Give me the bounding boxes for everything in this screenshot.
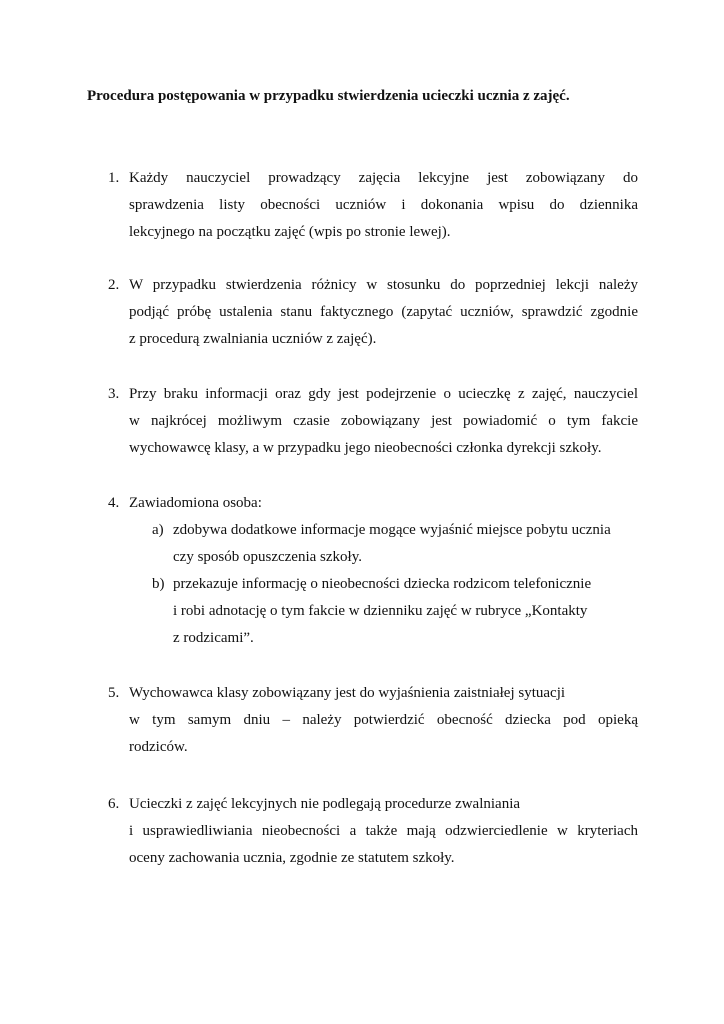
text-line: oceny zachowania ucznia, zgodnie ze statutem szkoły. (129, 850, 455, 866)
list-item-3 (108, 381, 638, 462)
list-item-text (129, 381, 638, 462)
text-line: w najkrócej możliwym czasie zobowiązany jest powiadomić o tym fakcie (129, 413, 638, 429)
text-line: czy sposób opuszczenia szkoły. (173, 549, 362, 565)
text-line: przekazuje informację o nieobecności dziecka rodzicom telefonicznie (173, 576, 592, 592)
text-line: Zawiadomiona osoba: (129, 495, 262, 511)
list-item-number: 3. (108, 386, 120, 402)
list-item-number: 4. (108, 495, 120, 511)
list-item-number: 1. (108, 170, 120, 186)
list-item-1 (108, 165, 638, 246)
text-line: z rodzicami”. (173, 630, 254, 646)
text-line: sprawdzenia listy obecności uczniów i dokonania wpisu do dziennika (129, 197, 638, 213)
sub-item-letter: b) (152, 576, 165, 592)
text-line: lekcyjnego na początku zajęć (wpis po stronie lewej). (129, 224, 451, 240)
text-line: Ucieczki z zajęć lekcyjnych nie podlegają procedurze zwalniania (129, 796, 521, 812)
text-line: i usprawiedliwiania nieobecności a także mają odzwierciedlenie w kryteriach (129, 823, 638, 839)
text-line: zdobywa dodatkowe informacje mogące wyjaśnić miejsce pobytu ucznia (173, 522, 611, 538)
sub-item-b (152, 571, 638, 652)
list-item-4 (108, 490, 638, 652)
text-line: rodziców. (129, 739, 188, 755)
list-item-5 (108, 680, 638, 761)
list-item-number: 6. (108, 796, 120, 812)
document-title: Procedura postępowania w przypadku stwierdzenia ucieczki ucznia z zajęć. (87, 88, 570, 104)
list-item-text (129, 791, 638, 872)
text-line: i robi adnotację o tym fakcie w dzienniku zajęć w rubryce „Kontakty (173, 603, 588, 619)
text-line: w tym samym dniu – należy potwierdzić obecność dziecka pod opieką (129, 712, 638, 728)
text-line: Każdy nauczyciel prowadzący zajęcia lekcyjne jest zobowiązany do (129, 170, 638, 186)
sub-item-letter: a) (152, 522, 164, 538)
list-item-6 (108, 791, 638, 872)
sub-item-text (173, 571, 638, 652)
list-item-number: 2. (108, 277, 120, 293)
list-item-text (129, 272, 638, 353)
text-line: wychowawcę klasy, a w przypadku jego nieobecności członka dyrekcji szkoły. (129, 440, 602, 456)
list-item-number: 5. (108, 685, 120, 701)
text-line: podjąć próbę ustalenia stanu faktycznego (zapytać uczniów, sprawdzić zgodnie (129, 304, 638, 320)
text-line: Przy braku informacji oraz gdy jest podejrzenie o ucieczkę z zajęć, nauczyciel (129, 386, 638, 402)
list-item-text (129, 680, 638, 761)
list-item-2 (108, 272, 638, 353)
sub-item-a (152, 517, 638, 571)
list-item-text (129, 490, 638, 652)
list-item-text (129, 165, 638, 246)
text-line: W przypadku stwierdzenia różnicy w stosunku do poprzedniej lekcji należy (129, 277, 638, 293)
text-line: z procedurą zwalniania uczniów z zajęć). (129, 331, 377, 347)
text-line: Wychowawca klasy zobowiązany jest do wyjaśnienia zaistniałej sytuacji (129, 685, 566, 701)
sub-item-text (173, 517, 638, 571)
